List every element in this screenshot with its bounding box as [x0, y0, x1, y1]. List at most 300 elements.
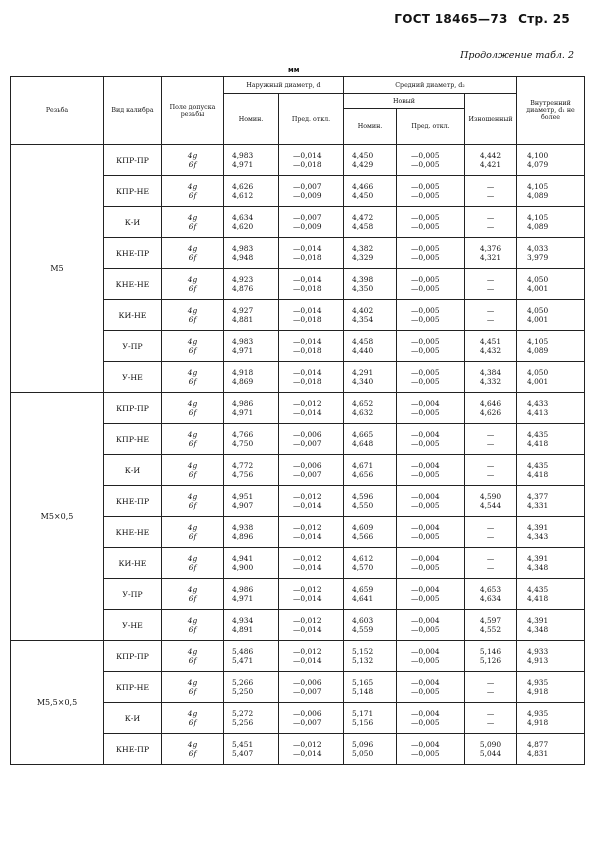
cell-value: 4,877 — [527, 739, 549, 749]
cell-value: 4,951 — [232, 491, 254, 501]
tolerance-cell — [162, 424, 224, 455]
cell-value: 4,050 — [527, 305, 549, 315]
cell-value: 5,256 — [232, 718, 254, 727]
table-continuation-caption: Продолжение табл. 2 — [460, 50, 574, 61]
tolerance-cell — [162, 393, 224, 424]
cell-value: 4g — [187, 677, 198, 687]
cell-value: 4,348 — [527, 625, 549, 634]
cell-value: —0,018 — [293, 160, 322, 169]
pitch-nom-cell — [344, 424, 397, 455]
cell-value: 4,948 — [232, 253, 254, 262]
cell-value: —0,006 — [293, 460, 322, 470]
cell-value: 5,486 — [232, 646, 254, 656]
cell-value: 4g — [187, 491, 198, 501]
cell-value: 4,983 — [232, 336, 254, 346]
cell-value: 4,597 — [479, 615, 502, 625]
cell-value: 4,641 — [352, 594, 374, 603]
cell-value: 4,550 — [352, 501, 374, 510]
pitch-nom-cell — [344, 610, 397, 641]
cell-value: 4,869 — [232, 377, 254, 386]
col-d-dev: Пред. откл. — [279, 94, 344, 145]
cell-value: 4,933 — [527, 646, 549, 656]
pitch-worn-cell — [465, 579, 517, 610]
inner-diameter-cell — [517, 331, 585, 362]
cell-value: —0,004 — [411, 522, 440, 532]
cell-value: 4g — [187, 150, 198, 160]
cell-value: —0,005 — [411, 160, 440, 169]
cell-value: —0,014 — [293, 336, 322, 346]
outer-dev-cell — [279, 393, 344, 424]
outer-nom-cell — [224, 703, 279, 734]
outer-nom-cell — [224, 362, 279, 393]
cell-value: 4,831 — [527, 749, 549, 758]
cell-value: 4,566 — [352, 532, 374, 541]
cell-value: 4,913 — [527, 656, 549, 665]
inner-diameter-cell — [517, 300, 585, 331]
cell-value: 4,918 — [527, 718, 549, 727]
cell-value: 4,391 — [527, 553, 549, 563]
pitch-dev-cell — [397, 238, 465, 269]
col-d2-dev: Пред. откл. — [397, 109, 465, 145]
gauge-type-cell: У-ПР — [104, 579, 162, 610]
outer-dev-cell — [279, 207, 344, 238]
cell-value: 4,001 — [527, 377, 549, 386]
tolerance-cell — [162, 641, 224, 672]
cell-value: 4,402 — [352, 305, 374, 315]
thread-cell: M5,5×0,5 — [11, 641, 104, 765]
cell-value: 6f — [188, 191, 197, 200]
cell-value: 6f — [188, 284, 197, 293]
inner-diameter-cell — [517, 238, 585, 269]
table-row — [11, 145, 585, 176]
cell-value: 4,377 — [527, 491, 549, 501]
gauge-type-cell: КНЕ-ПР — [104, 486, 162, 517]
outer-nom-cell — [224, 269, 279, 300]
cell-value: 5,146 — [479, 646, 502, 656]
pitch-nom-cell — [344, 269, 397, 300]
cell-value: 4,927 — [232, 305, 254, 315]
cell-value: 4g — [187, 739, 198, 749]
outer-nom-cell — [224, 176, 279, 207]
outer-nom-cell — [224, 486, 279, 517]
gauge-type-cell: У-НЕ — [104, 610, 162, 641]
cell-value: —0,012 — [293, 398, 322, 408]
cell-value: 4,938 — [232, 522, 254, 532]
cell-value: 6f — [188, 532, 197, 541]
cell-value: —0,009 — [293, 222, 322, 231]
cell-value: —0,004 — [411, 398, 440, 408]
outer-nom-cell — [224, 207, 279, 238]
tolerance-cell — [162, 238, 224, 269]
cell-value: 4,596 — [352, 491, 374, 501]
pitch-dev-cell — [397, 703, 465, 734]
col-gauge-type: Вид калибра — [104, 77, 162, 145]
outer-dev-cell — [279, 424, 344, 455]
tolerance-cell — [162, 517, 224, 548]
cell-value: —0,005 — [411, 243, 440, 253]
cell-value: 4,079 — [527, 160, 549, 169]
cell-value: — — [486, 181, 495, 191]
cell-value: —0,005 — [411, 718, 440, 727]
cell-value: —0,005 — [411, 284, 440, 293]
cell-value: 6f — [188, 594, 197, 603]
cell-value: 4,433 — [527, 398, 549, 408]
outer-nom-cell — [224, 393, 279, 424]
cell-value: 4,891 — [232, 625, 254, 634]
cell-value: 3,979 — [527, 253, 549, 262]
cell-value: 4,442 — [479, 150, 502, 160]
cell-value: —0,012 — [293, 522, 322, 532]
gauge-type-cell: КПР-ПР — [104, 393, 162, 424]
cell-value: 5,044 — [479, 749, 502, 758]
cell-value: 4,382 — [352, 243, 374, 253]
cell-value: — — [486, 718, 495, 727]
cell-value: —0,005 — [411, 532, 440, 541]
cell-value: 4g — [187, 429, 198, 439]
col-d-nom: Номин. — [224, 94, 279, 145]
gauge-type-cell: КИ-НЕ — [104, 300, 162, 331]
pitch-worn-cell — [465, 207, 517, 238]
cell-value: —0,014 — [293, 408, 322, 417]
pitch-dev-cell — [397, 269, 465, 300]
cell-value: —0,012 — [293, 553, 322, 563]
cell-value: 4,332 — [479, 377, 502, 386]
cell-value: 4,391 — [527, 615, 549, 625]
tolerance-cell — [162, 579, 224, 610]
outer-dev-cell — [279, 517, 344, 548]
cell-value: —0,012 — [293, 491, 322, 501]
cell-value: 5,250 — [232, 687, 254, 696]
cell-value: —0,004 — [411, 460, 440, 470]
cell-value: 5,451 — [232, 739, 254, 749]
cell-value: 4,100 — [527, 150, 549, 160]
cell-value: —0,018 — [293, 377, 322, 386]
cell-value: 4,626 — [479, 408, 502, 417]
pitch-dev-cell — [397, 393, 465, 424]
cell-value: 4,646 — [479, 398, 502, 408]
pitch-worn-cell — [465, 331, 517, 362]
col-tolerance-field: Поле допуска резьбы — [162, 77, 224, 145]
cell-value: 5,407 — [232, 749, 254, 758]
gauge-type-cell: КПР-ПР — [104, 641, 162, 672]
cell-value: 4,435 — [527, 460, 549, 470]
cell-value: 5,272 — [232, 708, 254, 718]
outer-dev-cell — [279, 641, 344, 672]
cell-value: 4,918 — [527, 687, 549, 696]
cell-value: —0,018 — [293, 315, 322, 324]
cell-value: —0,014 — [293, 305, 322, 315]
cell-value: 4,971 — [232, 594, 254, 603]
cell-value: 4,609 — [352, 522, 374, 532]
cell-value: 4g — [187, 522, 198, 532]
cell-value: —0,004 — [411, 584, 440, 594]
cell-value: —0,005 — [411, 150, 440, 160]
outer-nom-cell — [224, 548, 279, 579]
outer-nom-cell — [224, 579, 279, 610]
cell-value: 4,756 — [232, 470, 254, 479]
cell-value: 6f — [188, 749, 197, 758]
cell-value: —0,009 — [293, 191, 322, 200]
outer-dev-cell — [279, 145, 344, 176]
inner-diameter-cell — [517, 207, 585, 238]
col-new: Новый — [344, 94, 465, 109]
gauge-type-cell: КПР-НЕ — [104, 176, 162, 207]
cell-value: 4,340 — [352, 377, 374, 386]
cell-value: 4,634 — [479, 594, 502, 603]
cell-value: 4,653 — [479, 584, 502, 594]
cell-value: —0,012 — [293, 584, 322, 594]
cell-value: —0,018 — [293, 284, 322, 293]
cell-value: —0,005 — [411, 222, 440, 231]
cell-value: —0,005 — [411, 501, 440, 510]
cell-value: 4,671 — [352, 460, 374, 470]
cell-value: —0,014 — [293, 243, 322, 253]
cell-value: 4,033 — [527, 243, 549, 253]
cell-value: 4,291 — [352, 367, 374, 377]
pitch-nom-cell — [344, 300, 397, 331]
cell-value: 4,896 — [232, 532, 254, 541]
pitch-worn-cell — [465, 610, 517, 641]
cell-value: 4,435 — [527, 429, 549, 439]
cell-value: —0,005 — [411, 749, 440, 758]
cell-value: 6f — [188, 346, 197, 355]
cell-value: 4,343 — [527, 532, 549, 541]
pitch-nom-cell — [344, 672, 397, 703]
pitch-nom-cell — [344, 579, 397, 610]
pitch-nom-cell — [344, 145, 397, 176]
cell-value: 4g — [187, 646, 198, 656]
tolerance-cell — [162, 455, 224, 486]
col-inner-diameter: Внутренний диаметр, d₁ не более — [517, 77, 585, 145]
cell-value: 4,900 — [232, 563, 254, 572]
outer-dev-cell — [279, 269, 344, 300]
cell-value: 5,152 — [352, 646, 374, 656]
outer-nom-cell — [224, 424, 279, 455]
gauge-type-cell: КПР-НЕ — [104, 424, 162, 455]
cell-value: 4g — [187, 336, 198, 346]
cell-value: 4,413 — [527, 408, 549, 417]
cell-value: 4g — [187, 615, 198, 625]
inner-diameter-cell — [517, 269, 585, 300]
cell-value: —0,014 — [293, 501, 322, 510]
outer-nom-cell — [224, 610, 279, 641]
cell-value: 5,471 — [232, 656, 254, 665]
cell-value: —0,004 — [411, 708, 440, 718]
cell-value: 6f — [188, 377, 197, 386]
cell-value: —0,005 — [411, 687, 440, 696]
gauge-type-cell: У-НЕ — [104, 362, 162, 393]
cell-value: 4,001 — [527, 315, 549, 324]
pitch-worn-cell — [465, 734, 517, 765]
pitch-worn-cell — [465, 269, 517, 300]
cell-value: —0,018 — [293, 253, 322, 262]
cell-value: —0,007 — [293, 687, 322, 696]
cell-value: —0,012 — [293, 739, 322, 749]
cell-value: 6f — [188, 315, 197, 324]
cell-value: 4,632 — [352, 408, 374, 417]
cell-value: 4,603 — [352, 615, 374, 625]
cell-value: 5,165 — [352, 677, 374, 687]
cell-value: —0,004 — [411, 553, 440, 563]
outer-dev-cell — [279, 362, 344, 393]
pitch-worn-cell — [465, 455, 517, 486]
pitch-nom-cell — [344, 517, 397, 548]
cell-value: —0,005 — [411, 367, 440, 377]
pitch-dev-cell — [397, 672, 465, 703]
cell-value: 4g — [187, 305, 198, 315]
cell-value: 4,350 — [352, 284, 374, 293]
pitch-worn-cell — [465, 548, 517, 579]
unit-label: мм — [288, 66, 300, 74]
cell-value: —0,014 — [293, 150, 322, 160]
cell-value: 4,432 — [479, 346, 502, 355]
outer-nom-cell — [224, 145, 279, 176]
cell-value: 4,659 — [352, 584, 374, 594]
cell-value: —0,014 — [293, 367, 322, 377]
cell-value: —0,005 — [411, 377, 440, 386]
cell-value: — — [486, 687, 495, 696]
inner-diameter-cell — [517, 517, 585, 548]
cell-value: 5,171 — [352, 708, 374, 718]
cell-value: 4g — [187, 460, 198, 470]
cell-value: 5,050 — [352, 749, 374, 758]
table-row — [11, 641, 585, 672]
cell-value: —0,005 — [411, 274, 440, 284]
pitch-dev-cell — [397, 486, 465, 517]
col-thread: Резьба — [11, 77, 104, 145]
tolerance-cell — [162, 331, 224, 362]
pitch-nom-cell — [344, 238, 397, 269]
cell-value: 5,096 — [352, 739, 374, 749]
cell-value: —0,005 — [411, 439, 440, 448]
tolerance-cell — [162, 176, 224, 207]
cell-value: — — [486, 274, 495, 284]
cell-value: 4,384 — [479, 367, 502, 377]
col-d2-nom: Номин. — [344, 109, 397, 145]
cell-value: —0,005 — [411, 253, 440, 262]
pitch-worn-cell — [465, 176, 517, 207]
cell-value: —0,005 — [411, 594, 440, 603]
outer-dev-cell — [279, 579, 344, 610]
pitch-worn-cell — [465, 238, 517, 269]
cell-value: — — [486, 429, 495, 439]
cell-value: —0,005 — [411, 408, 440, 417]
pitch-dev-cell — [397, 300, 465, 331]
cell-value: —0,005 — [411, 346, 440, 355]
inner-diameter-cell — [517, 641, 585, 672]
pitch-nom-cell — [344, 641, 397, 672]
cell-value: 4,105 — [527, 336, 549, 346]
table-row — [11, 393, 585, 424]
pitch-nom-cell — [344, 548, 397, 579]
cell-value: 5,266 — [232, 677, 254, 687]
cell-value: 4,321 — [479, 253, 502, 262]
cell-value: —0,005 — [411, 625, 440, 634]
cell-value: 4,458 — [352, 222, 374, 231]
outer-nom-cell — [224, 238, 279, 269]
cell-value: — — [486, 553, 495, 563]
outer-dev-cell — [279, 455, 344, 486]
tolerance-cell — [162, 548, 224, 579]
outer-nom-cell — [224, 455, 279, 486]
gauge-type-cell: К-И — [104, 207, 162, 238]
cell-value: 4,986 — [232, 398, 254, 408]
pitch-nom-cell — [344, 176, 397, 207]
cell-value: 4,050 — [527, 367, 549, 377]
pitch-nom-cell — [344, 393, 397, 424]
cell-value: 4,376 — [479, 243, 502, 253]
cell-value: — — [486, 305, 495, 315]
pitch-dev-cell — [397, 362, 465, 393]
cell-value: 4,941 — [232, 553, 254, 563]
cell-value: 4,590 — [479, 491, 502, 501]
pitch-nom-cell — [344, 703, 397, 734]
cell-value: —0,014 — [293, 274, 322, 284]
cell-value: 4,105 — [527, 212, 549, 222]
inner-diameter-cell — [517, 393, 585, 424]
cell-value: 4,329 — [352, 253, 374, 262]
inner-diameter-cell — [517, 455, 585, 486]
cell-value: —0,007 — [293, 718, 322, 727]
cell-value: —0,006 — [293, 708, 322, 718]
cell-value: 4,665 — [352, 429, 374, 439]
pitch-dev-cell — [397, 641, 465, 672]
cell-value: —0,006 — [293, 677, 322, 687]
cell-value: 4,451 — [479, 336, 502, 346]
cell-value: 4,089 — [527, 346, 549, 355]
inner-diameter-cell — [517, 734, 585, 765]
cell-value: 4,398 — [352, 274, 374, 284]
cell-value: 4,626 — [232, 181, 254, 191]
cell-value: — — [486, 470, 495, 479]
cell-value: —0,007 — [293, 181, 322, 191]
col-worn: Изношенный — [465, 94, 517, 145]
outer-nom-cell — [224, 517, 279, 548]
cell-value: 4,418 — [527, 594, 549, 603]
tolerance-cell — [162, 362, 224, 393]
cell-value: 6f — [188, 222, 197, 231]
pitch-worn-cell — [465, 517, 517, 548]
cell-value: 4,001 — [527, 284, 549, 293]
cell-value: 4,458 — [352, 336, 374, 346]
pitch-dev-cell — [397, 207, 465, 238]
cell-value: —0,005 — [411, 191, 440, 200]
cell-value: 4,620 — [232, 222, 254, 231]
pitch-nom-cell — [344, 362, 397, 393]
inner-diameter-cell — [517, 548, 585, 579]
cell-value: — — [486, 563, 495, 572]
outer-dev-cell — [279, 703, 344, 734]
gauge-type-cell: КПР-ПР — [104, 145, 162, 176]
cell-value: — — [486, 191, 495, 200]
cell-value: 5,148 — [352, 687, 374, 696]
cell-value: — — [486, 522, 495, 532]
cell-value: — — [486, 677, 495, 687]
pitch-worn-cell — [465, 362, 517, 393]
cell-value: 4g — [187, 274, 198, 284]
gauge-type-cell: КИ-НЕ — [104, 548, 162, 579]
pitch-worn-cell — [465, 300, 517, 331]
cell-value: 4,983 — [232, 150, 254, 160]
cell-value: 6f — [188, 563, 197, 572]
thread-cell: M5×0,5 — [11, 393, 104, 641]
pitch-worn-cell — [465, 424, 517, 455]
cell-value: 4,105 — [527, 181, 549, 191]
pitch-dev-cell — [397, 517, 465, 548]
cell-value: —0,005 — [411, 315, 440, 324]
cell-value: —0,004 — [411, 739, 440, 749]
cell-value: 4,559 — [352, 625, 374, 634]
